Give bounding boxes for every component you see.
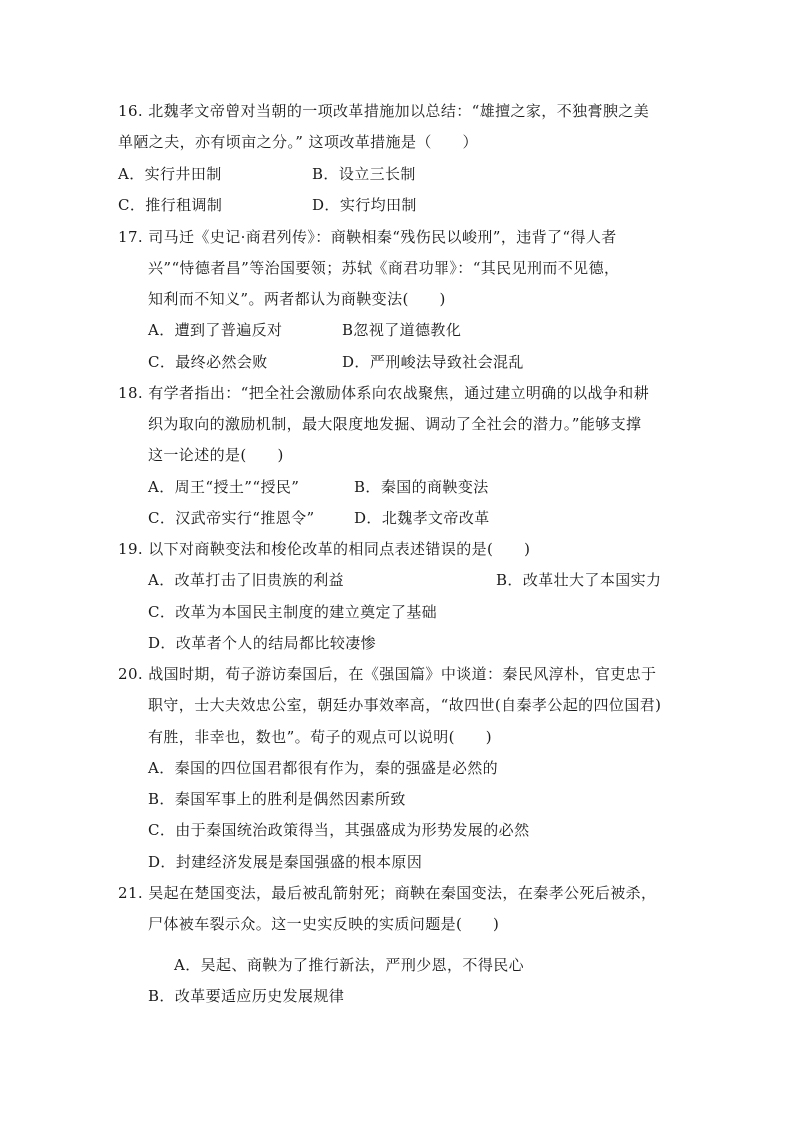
- question-17-stem-line-1: 17. 司马迁《史记·商君列传》：商鞅相秦“残伤民以峻刑”，违背了“得人者: [118, 228, 617, 246]
- question-19-option-b: B．改革壮大了本国实力: [496, 571, 662, 589]
- question-21-option-a: A．吴起、商鞅为了推行新法，严刑少恩，不得民心: [174, 956, 525, 974]
- question-19-stem-line-1: 19. 以下对商鞅变法和梭伦改革的相同点表述错误的是( ): [118, 540, 531, 558]
- question-18-option-c: C．汉武帝实行“推恩令”: [148, 509, 315, 527]
- question-18-option-a: A．周王“授土”“授民”: [148, 478, 300, 496]
- question-20-option-c: C．由于秦国统治政策得当，其强盛成为形势发展的必然: [148, 821, 530, 839]
- question-18-stem-line-1: 18. 有学者指出：“把全社会激励体系向农战聚焦，通过建立明确的以战争和耕: [118, 384, 650, 402]
- question-19-option-a: A．改革打击了旧贵族的利益: [148, 571, 345, 589]
- question-20-stem-line-2: 职守，士大夫效忠公室，朝廷办事效率高，“故四世(自秦孝公起的四位国君): [148, 696, 662, 714]
- question-17-option-d: D．严刑峻法导致社会混乱: [342, 353, 524, 371]
- question-21-stem-line-2: 尸体被车裂示众。这一史实反映的实质问题是( ): [148, 915, 500, 933]
- question-16-option-a: A．实行井田制: [118, 165, 222, 183]
- question-20-stem-line-1: 20. 战国时期，荀子游访秦国后，在《强国篇》中谈道：秦民风淳朴，官吏忠于: [118, 665, 657, 683]
- question-18-option-d: D．北魏孝文帝改革: [354, 509, 490, 527]
- question-20-stem-line-3: 有胜，非幸也，数也”。荀子的观点可以说明( ): [148, 728, 492, 746]
- question-16-option-c: C．推行租调制: [118, 196, 223, 214]
- question-21-option-b: B．改革要适应历史发展规律: [148, 987, 345, 1005]
- question-19-option-d: D．改革者个人的结局都比较凄惨: [148, 634, 377, 652]
- question-16-option-d: D．实行均田制: [312, 196, 417, 214]
- question-19-option-c: C．改革为本国民主制度的建立奠定了基础: [148, 603, 438, 621]
- question-17-option-a: A．遭到了普遍反对: [148, 321, 283, 339]
- question-16-option-b: B．设立三长制: [312, 165, 416, 183]
- question-16-stem-line-1: 16. 北魏孝文帝曾对当朝的一项改革措施加以总结：“雄擅之家，不独膏腴之美: [118, 102, 650, 120]
- question-16-stem-line-2: 单陋之夫，亦有顷亩之分。” 这项改革措施是（ ）: [118, 133, 478, 151]
- question-18-stem-line-3: 这一论述的是( ): [148, 446, 284, 464]
- question-17-stem-line-3: 知利而不知义”。两者都认为商鞅变法( ): [148, 290, 446, 308]
- question-18-option-b: B．秦国的商鞅变法: [354, 478, 489, 496]
- question-17-stem-line-2: 兴”“恃德者昌”等治国要领；苏轼《商君功罪》：“其民见刑而不见德，: [148, 259, 620, 277]
- question-18-stem-line-2: 织为取向的激励机制，最大限度地发掘、调动了全社会的潜力。”能够支撑: [148, 415, 642, 433]
- question-20-option-b: B．秦国军事上的胜利是偶然因素所致: [148, 790, 406, 808]
- question-17-option-c: C．最终必然会败: [148, 353, 268, 371]
- question-20-option-a: A．秦国的四位国君都很有作为，秦的强盛是必然的: [148, 759, 499, 777]
- question-20-option-d: D．封建经济发展是秦国强盛的根本原因: [148, 853, 423, 871]
- question-21-stem-line-1: 21. 吴起在楚国变法，最后被乱箭射死；商鞅在秦国变法，在秦孝公死后被杀，: [118, 884, 657, 902]
- question-17-option-b: B忽视了道德教化: [342, 321, 462, 339]
